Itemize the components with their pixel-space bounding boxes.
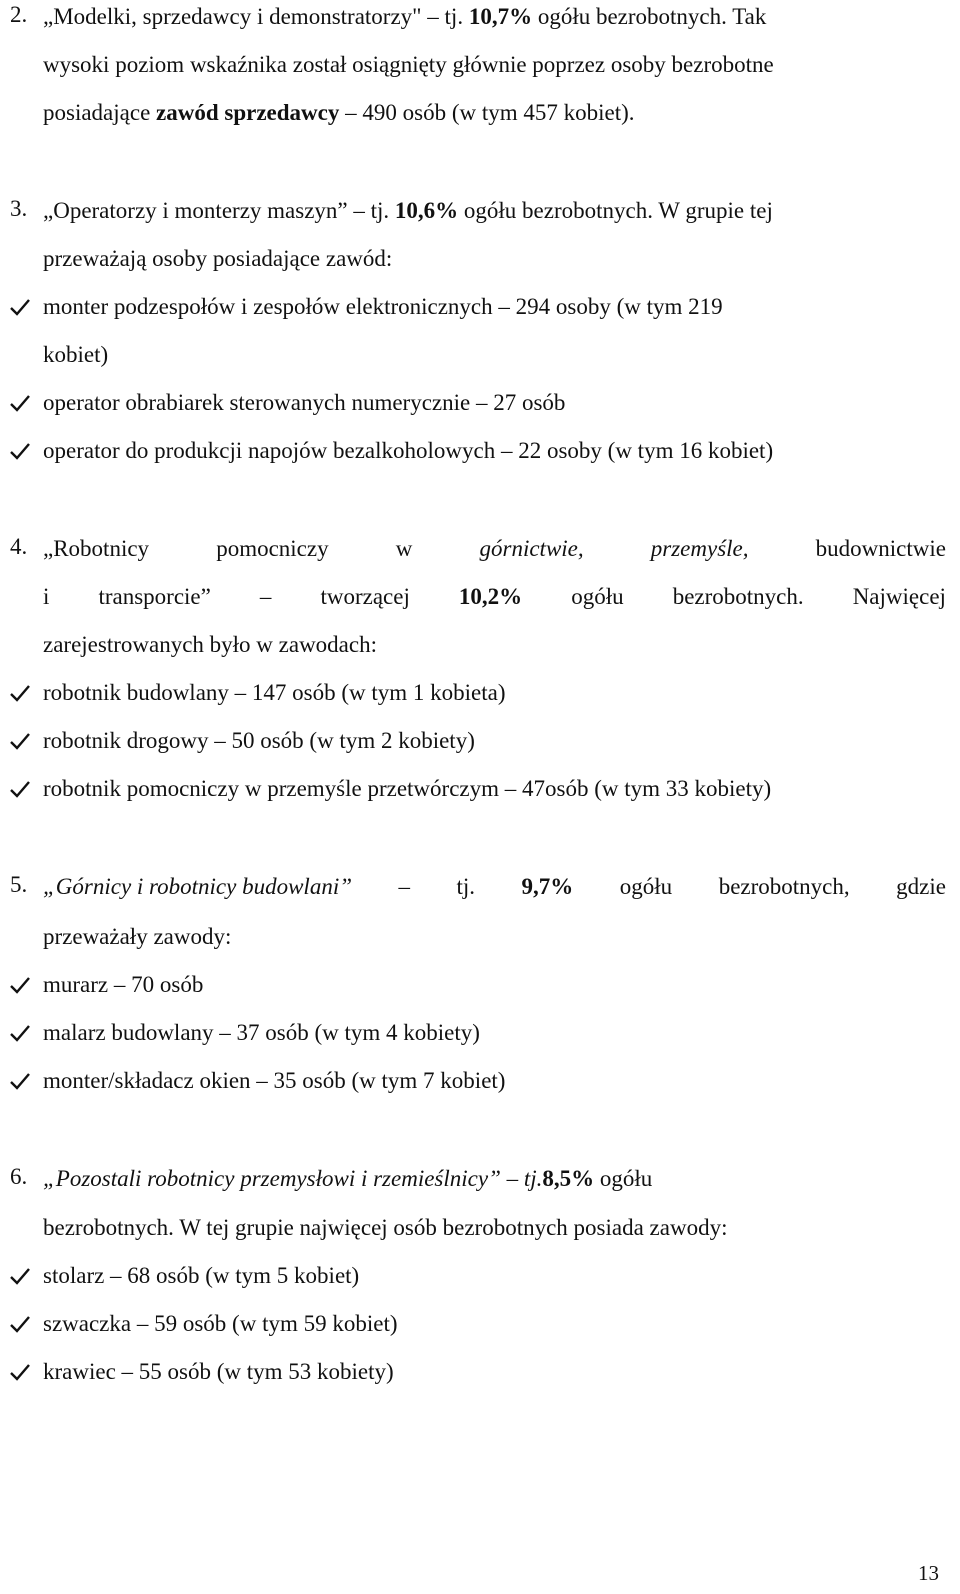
paragraph-line: „Górnicy i robotnicy budowlani” – tj. 9,7% ogółu bezrobotnych, gdzie: [43, 872, 946, 902]
paragraph-line: „Pozostali robotnicy przemysłowi i rzemieślnicy” – tj.8,5% ogółu: [43, 1166, 653, 1191]
percentage: 10,2%: [458, 584, 523, 609]
checkmark-icon: [8, 681, 32, 705]
percentage: 10,7%: [468, 4, 533, 29]
list-item: stolarz – 68 osób (w tym 5 kobiet): [43, 1263, 360, 1288]
item-number: 6.: [10, 1164, 28, 1189]
occupation-name: zawód sprzedawcy: [156, 100, 340, 125]
list-item: malarz budowlany – 37 osób (w tym 4 kobiety): [43, 1020, 480, 1045]
list-item: robotnik drogowy – 50 osób (w tym 2 kobiety): [43, 728, 475, 753]
checkmark-icon: [8, 1069, 32, 1093]
list-item: monter podzespołów i zespołów elektronicznych – 294 osoby (w tym 219: [43, 294, 723, 319]
paragraph-line: wysoki poziom wskaźnika został osiągnięty głównie poprzez osoby bezrobotne: [43, 52, 774, 77]
paragraph-line: i transporcie” – tworzącej 10,2% ogółu bezrobotnych. Najwięcej: [43, 582, 946, 612]
list-item: operator obrabiarek sterowanych numerycznie – 27 osób: [43, 390, 566, 415]
percentage: 9,7%: [521, 874, 574, 899]
checkmark-icon: [8, 439, 32, 463]
percentage: 10,6%: [394, 198, 459, 223]
checkmark-icon: [8, 1021, 32, 1045]
paragraph-line: przeważały zawody:: [43, 924, 232, 949]
checkmark-icon: [8, 973, 32, 997]
checkmark-icon: [8, 295, 32, 319]
paragraph-line: bezrobotnych. W tej grupie najwięcej osób bezrobotnych posiada zawody:: [43, 1215, 728, 1240]
paragraph-line: zarejestrowanych było w zawodach:: [43, 632, 377, 657]
paragraph-line: przeważają osoby posiadające zawód:: [43, 246, 393, 271]
item-number: 4.: [10, 534, 28, 559]
page-number: 13: [918, 1561, 939, 1585]
list-item-continuation: kobiet): [43, 342, 109, 367]
checkmark-icon: [8, 777, 32, 801]
item-number: 3.: [10, 196, 28, 221]
paragraph-line: „Modelki, sprzedawcy i demonstratorzy" – tj. 10,7% ogółu bezrobotnych. Tak: [43, 4, 767, 29]
item-number: 5.: [10, 872, 28, 897]
list-item: krawiec – 55 osób (w tym 53 kobiety): [43, 1359, 394, 1384]
list-item: monter/składacz okien – 35 osób (w tym 7 kobiet): [43, 1068, 506, 1093]
list-item: operator do produkcji napojów bezalkoholowych – 22 osoby (w tym 16 kobiet): [43, 438, 774, 463]
list-item: robotnik pomocniczy w przemyśle przetwórczym – 47osób (w tym 33 kobiety): [43, 776, 772, 801]
paragraph-line: „Operatorzy i monterzy maszyn” – tj. 10,6% ogółu bezrobotnych. W grupie tej: [43, 198, 773, 223]
list-item: robotnik budowlany – 147 osób (w tym 1 kobieta): [43, 680, 506, 705]
list-item: szwaczka – 59 osób (w tym 59 kobiet): [43, 1311, 398, 1336]
checkmark-icon: [8, 391, 32, 415]
paragraph-line: „Robotnicy pomocniczy w górnictwie, przemyśle, budownictwie: [43, 536, 946, 561]
percentage: 8,5%: [542, 1166, 595, 1191]
item-number: 2.: [10, 2, 28, 27]
list-item: murarz – 70 osób: [43, 972, 204, 997]
checkmark-icon: [8, 1312, 32, 1336]
checkmark-icon: [8, 1360, 32, 1384]
paragraph-line: posiadające zawód sprzedawcy – 490 osób (w tym 457 kobiet).: [43, 100, 635, 125]
checkmark-icon: [8, 1264, 32, 1288]
checkmark-icon: [8, 729, 32, 753]
